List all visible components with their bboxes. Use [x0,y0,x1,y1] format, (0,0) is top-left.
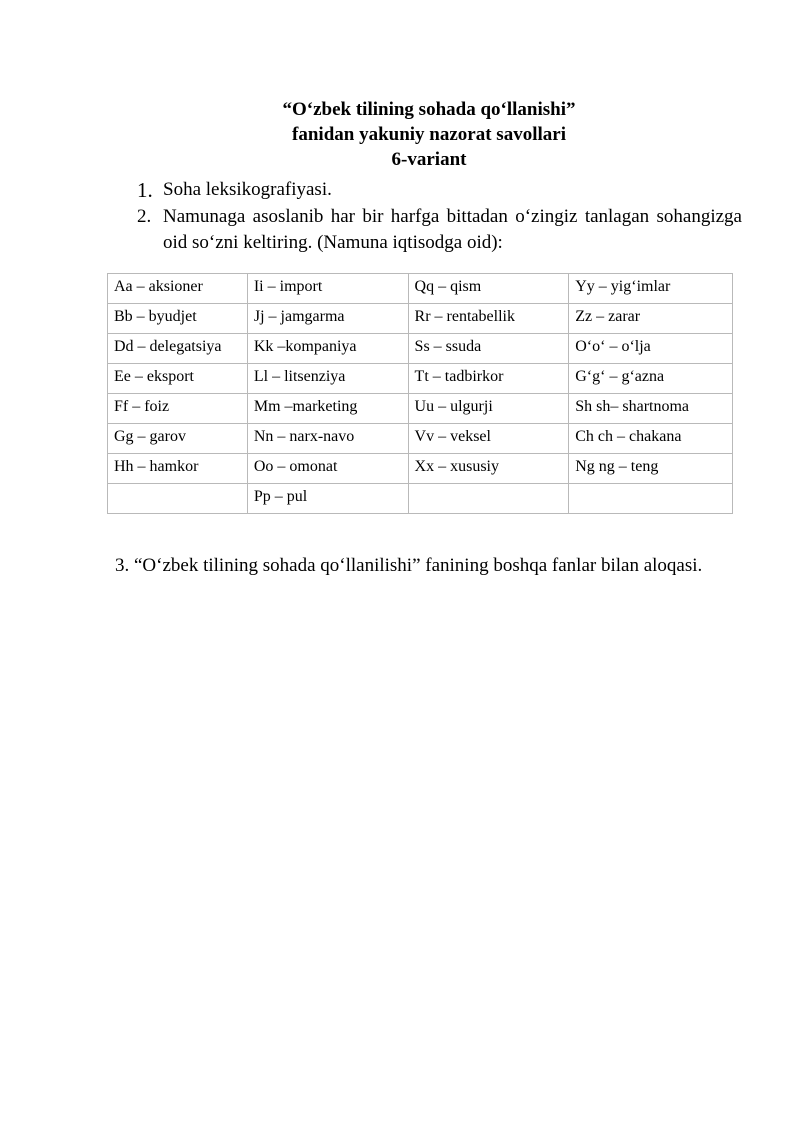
question-text: “O‘zbek tilining sohada qo‘llanilishi” fanining boshqa fanlar bilan aloqasi. [134,555,703,576]
table-cell: Dd – delegatsiya [108,334,248,364]
table-row [108,424,733,454]
example-words-table [107,273,733,514]
table-cell: Ch ch – chakana [569,424,733,454]
table-cell: Oo – omonat [247,454,408,484]
table-cell: Tt – tadbirkor [408,364,569,394]
table-cell: Uu – ulgurji [408,394,569,424]
document-title [115,97,743,172]
table-cell: Vv – veksel [408,424,569,454]
table-cell: Ee – eksport [108,364,248,394]
table-cell: O‘o‘ – o‘lja [569,334,733,364]
question-number: 2. [137,206,152,227]
table-row [108,304,733,334]
table-cell: Pp – pul [247,484,408,514]
table-cell: G‘g‘ – g‘azna [569,364,733,394]
question-text: Soha leksikografiyasi. [163,179,332,200]
question-number: 1. [137,178,153,202]
table-row [108,484,733,514]
question-number: 3. [115,555,130,576]
question-3 [115,552,743,579]
table-cell: Nn – narx-navo [247,424,408,454]
table-cell: Bb – byudjet [108,304,248,334]
table-cell: Aa – aksioner [108,274,248,304]
table-cell: Hh – hamkor [108,454,248,484]
table-row [108,454,733,484]
table-cell: Xx – xususiy [408,454,569,484]
title-line-3: 6-variant [391,149,467,170]
table-row [108,364,733,394]
title-line-1: “O‘zbek tilining sohada qo‘llanishi” [282,99,576,120]
table-cell [108,484,248,514]
question-1 [137,177,742,203]
table-cell: Jj – jamgarma [247,304,408,334]
question-2 [137,204,742,256]
title-line-2: fanidan yakuniy nazorat savollari [292,124,566,145]
table-cell: Rr – rentabellik [408,304,569,334]
table-cell: Sh sh– shartnoma [569,394,733,424]
table-cell: Zz – zarar [569,304,733,334]
table-cell: Ll – litsenziya [247,364,408,394]
table-cell: Qq – qism [408,274,569,304]
table-cell: Gg – garov [108,424,248,454]
question-text: Namunaga asoslanib har bir harfga bittadan o‘zingiz tanlagan sohangizga oid so‘zni keltiring. (Namuna iqtisodga oid): [163,206,742,253]
table-row [108,394,733,424]
table-cell: Ff – foiz [108,394,248,424]
table-cell [569,484,733,514]
table-cell [408,484,569,514]
table-cell: Kk –kompaniya [247,334,408,364]
table-cell: Mm –marketing [247,394,408,424]
table-cell: Ss – ssuda [408,334,569,364]
table-row [108,274,733,304]
table-cell: Ii – import [247,274,408,304]
table-row [108,334,733,364]
table-cell: Yy – yig‘imlar [569,274,733,304]
table-cell: Ng ng – teng [569,454,733,484]
